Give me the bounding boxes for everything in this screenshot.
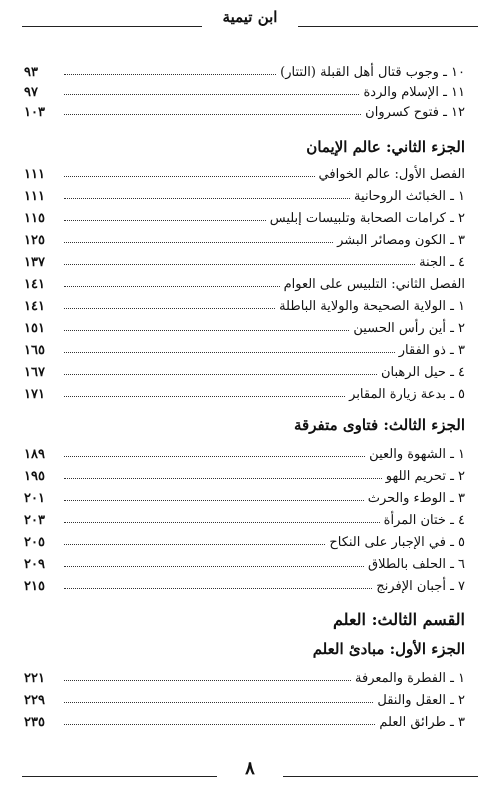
entry-page: ٩٣ [24, 65, 38, 80]
toc-entry [24, 574, 465, 594]
entry-page: ١٨٩ [24, 447, 45, 462]
toc-entry [24, 80, 465, 100]
dot-leader [64, 566, 364, 567]
entry-page: ٢١٥ [24, 579, 45, 594]
toc-entry [24, 442, 465, 462]
dot-leader [64, 374, 377, 375]
toc-entry [24, 206, 465, 226]
entry-title: ٦ ـ الحلف بالطلاق [368, 557, 465, 572]
entry-page: ٢٠٣ [24, 513, 45, 528]
entry-page: ١٦٧ [24, 365, 45, 380]
entry-page: ٢٣٥ [24, 715, 45, 730]
entry-page: ١١١ [24, 189, 45, 204]
dot-leader [64, 264, 415, 265]
dot-leader [64, 478, 382, 479]
entry-title: ٧ ـ أجبان الإفرنج [376, 579, 465, 594]
toc-entry [24, 184, 465, 204]
entry-title: ٣ ـ الوطء والحرث [367, 491, 465, 506]
entry-title: الفصل الأول: عالم الخوافي [318, 167, 465, 182]
dot-leader [64, 522, 380, 523]
entry-page: ١٥١ [24, 321, 45, 336]
toc-entry [24, 338, 465, 358]
dot-leader [64, 74, 276, 75]
entry-title: ١ ـ الفطرة والمعرفة [355, 671, 465, 686]
entry-title: ٢ ـ أين رأس الحسين [353, 321, 465, 336]
entry-page: ١٠٣ [24, 105, 45, 120]
dot-leader [64, 286, 280, 287]
toc-entry [24, 508, 465, 528]
dot-leader [64, 500, 364, 501]
entry-page: ٢٠١ [24, 491, 45, 506]
entry-title: ٥ ـ في الإجبار على النكاح [329, 535, 465, 550]
dot-leader [64, 176, 315, 177]
running-header-title: ابن تيمية [222, 8, 278, 26]
entry-page: ١١١ [24, 167, 45, 182]
entry-page: ٢٢٩ [24, 693, 45, 708]
entry-page: ٢٠٩ [24, 557, 45, 572]
entry-title: الفصل الثاني: التلبيس على العوام [283, 277, 465, 292]
chapter-entry [24, 272, 465, 292]
entry-page: ٩٧ [24, 85, 38, 100]
toc-entry [24, 486, 465, 506]
entry-title: ٤ ـ حيل الرهبان [380, 365, 465, 380]
dot-leader [64, 680, 351, 681]
entry-title: ٢ ـ كرامات الصحابة وتلبيسات إبليس [269, 211, 465, 226]
part-heading: الجزء الثاني: عالم الإيمان [306, 138, 465, 156]
dot-leader [64, 724, 375, 725]
dot-leader [64, 242, 333, 243]
toc-entry [24, 688, 465, 708]
entry-title: ١ ـ الولاية الصحيحة والولاية الباطلة [279, 299, 465, 314]
entry-title: ١ ـ الشهوة والعين [369, 447, 465, 462]
entry-title: ٥ ـ بدعة زيارة المقابر [349, 387, 465, 402]
entry-page: ١٦٥ [24, 343, 45, 358]
toc-entry [24, 382, 465, 402]
dot-leader [64, 308, 275, 309]
page-number: ٨ [245, 758, 255, 779]
dot-leader [64, 588, 372, 589]
entry-title: ١٠ ـ وجوب قتال أهل القبلة (التتار) [280, 65, 465, 80]
toc-entry [24, 666, 465, 686]
entry-title: ٣ ـ ذو الفقار [398, 343, 465, 358]
entry-title: ١١ ـ الإسلام والردة [363, 85, 465, 100]
entry-page: ٢٠٥ [24, 535, 45, 550]
chapter-entry [24, 162, 465, 182]
entry-title: ٣ ـ الكون ومصائر البشر [337, 233, 465, 248]
toc-entry [24, 360, 465, 380]
entry-page: ١١٥ [24, 211, 45, 226]
division-heading: القسم الثالث: العلم [333, 610, 465, 629]
toc-entry [24, 250, 465, 270]
dot-leader [64, 702, 373, 703]
entry-title: ٤ ـ ختان المرأة [383, 513, 465, 528]
entry-title: ٤ ـ الجنة [419, 255, 465, 270]
dot-leader [64, 94, 359, 95]
dot-leader [64, 198, 350, 199]
toc-entry [24, 710, 465, 730]
entry-title: ٢ ـ تحريم اللهو [385, 469, 465, 484]
header-rule-left [22, 26, 202, 27]
entry-page: ١٧١ [24, 387, 45, 402]
dot-leader [64, 114, 361, 115]
dot-leader [64, 456, 365, 457]
entry-title: ٢ ـ العقل والنقل [377, 693, 465, 708]
toc-entry [24, 316, 465, 336]
entry-page: ٢٢١ [24, 671, 45, 686]
entry-page: ١٣٧ [24, 255, 45, 270]
entry-title: ١ ـ الخبائث الروحانية [354, 189, 465, 204]
dot-leader [64, 330, 349, 331]
entry-page: ١٤١ [24, 277, 45, 292]
toc-entry [24, 100, 465, 120]
entry-page: ١٢٥ [24, 233, 45, 248]
toc-entry [24, 60, 465, 80]
dot-leader [64, 220, 266, 221]
header-rule-right [298, 26, 478, 27]
toc-entry [24, 464, 465, 484]
toc-entry [24, 294, 465, 314]
toc-entry [24, 228, 465, 248]
part-heading: الجزء الأول: مبادئ العلم [312, 640, 465, 658]
part-heading: الجزء الثالث: فتاوى متفرقة [294, 416, 465, 434]
toc-entry [24, 552, 465, 572]
dot-leader [64, 544, 325, 545]
entry-title: ١٢ ـ فتوح كسروان [365, 105, 465, 120]
toc-entry [24, 530, 465, 550]
entry-page: ١٩٥ [24, 469, 45, 484]
dot-leader [64, 352, 395, 353]
dot-leader [64, 396, 345, 397]
entry-page: ١٤١ [24, 299, 45, 314]
entry-title: ٣ ـ طرائق العلم [379, 715, 465, 730]
